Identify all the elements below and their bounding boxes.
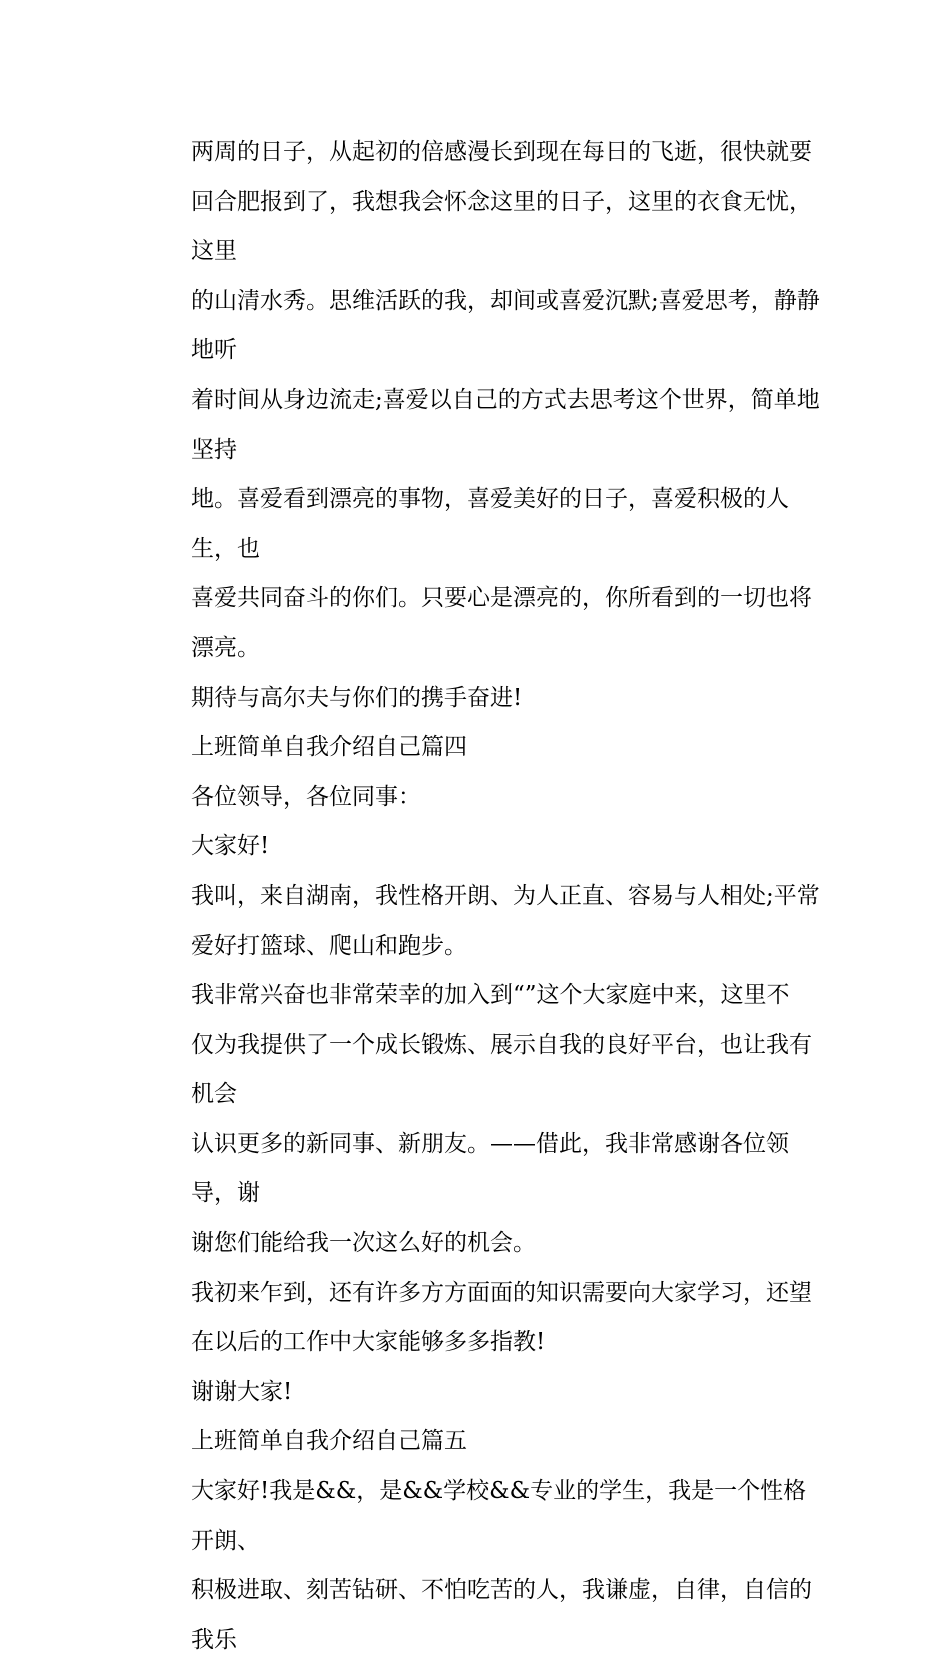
- paragraph-request-guidance: 我初来乍到，还有许多方方面面的知识需要向大家学习，还望 在以后的工作中大家能够多多指教!: [191, 1279, 812, 1356]
- section-heading-part-four: 上班简单自我介绍自己篇四: [191, 734, 467, 761]
- closing-thanks: 谢谢大家!: [191, 1378, 293, 1405]
- document-body: [145, 128, 825, 1665]
- paragraph-joining-family: 我非常兴奋也非常荣幸的加入到“”这个大家庭中来，这里不 仅为我提供了一个成长锻炼、展示自我的良好平台，也让我有机会 认识更多的新同事、新朋友。——借此，我非常感谢各位领导，谢 谢您们能给我一次这么好的机会。: [191, 982, 812, 1257]
- paragraph-self-introduction: 我叫，来自湖南，我性格开朗、为人正直、容易与人相处;平常 爱好打篮球、爬山和跑步。: [191, 882, 820, 959]
- greeting-hello-everyone: 大家好!: [191, 833, 270, 860]
- salutation-leaders-colleagues: 各位领导，各位同事：: [191, 783, 421, 810]
- paragraph-student-introduction: 大家好!我是&&，是&&学校&&专业的学生，我是一个性格开朗、 积极进取、刻苦钻研、不怕吃苦的人，我谦虚，自律，自信的我乐: [191, 1478, 812, 1653]
- section-heading-part-five: 上班简单自我介绍自己篇五: [191, 1428, 467, 1455]
- paragraph-reflection: 两周的日子，从起初的倍感漫长到现在每日的飞逝，很快就要 回合肥报到了，我想我会怀念这里的日子，这里的衣食无忧，这里 的山清水秀。思维活跃的我，却间或喜爱沉默;喜爱思考，静静地听 着时间从身边流走;喜爱以自己的方式去思考这个世界，简单地坚持 地。喜爱看到漂亮的事物，喜爱美好的日子，喜爱积极的人生，也 喜爱共同奋斗的你们。只要心是漂亮的，你所看到的一切也将漂亮。 期待与高尔夫与你们的携手奋进!: [191, 139, 820, 711]
